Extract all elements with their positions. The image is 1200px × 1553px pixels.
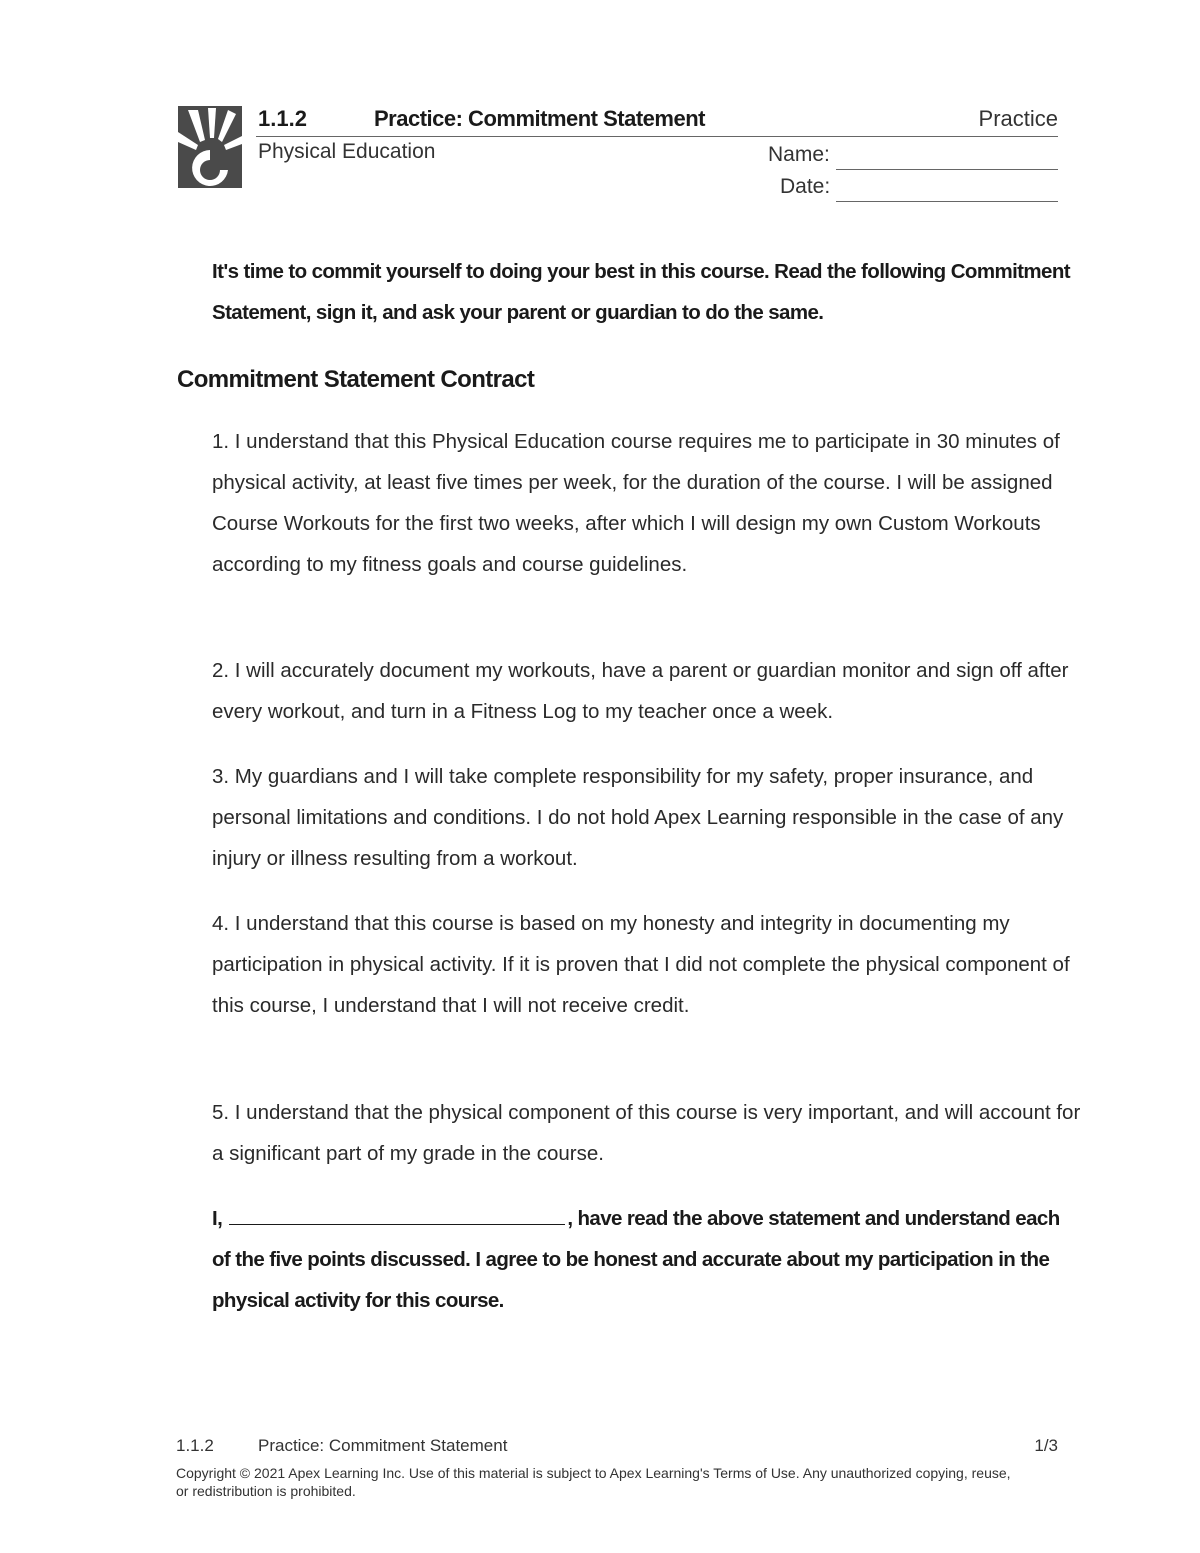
lesson-number: 1.1.2: [258, 106, 307, 131]
apex-learning-logo-icon: [178, 106, 242, 188]
header-rule: [256, 136, 1058, 137]
page-number: 1/3: [1034, 1436, 1058, 1455]
name-label: Name:: [768, 143, 830, 166]
footer-lesson-title: Practice: Commitment Statement: [258, 1436, 508, 1455]
date-label: Date:: [780, 175, 831, 198]
lesson-title: Practice: Commitment Statement: [374, 106, 705, 131]
signature-blank[interactable]: [229, 1202, 565, 1225]
signature-suffix: , have read the above statement and understand each of the five points discussed. I agree to be honest and accurate about my participation in the physical activity for this course.: [212, 1207, 1060, 1312]
contract-item-5: 5. I understand that the physical component of this course is very important, and will account for a significant part of my grade in the course.: [212, 1101, 1081, 1165]
subject-name: Physical Education: [258, 140, 436, 163]
contract-item-2: 2. I will accurately document my workouts, have a parent or guardian monitor and sign off after every workout, and turn in a Fitness Log to my teacher once a week.: [212, 659, 1069, 723]
date-field[interactable]: [836, 201, 1058, 202]
name-field[interactable]: [836, 169, 1058, 170]
footer-lesson-number: 1.1.2: [176, 1436, 214, 1455]
section-heading: Commitment Statement Contract: [177, 366, 535, 393]
signature-prefix: I,: [212, 1207, 223, 1230]
copyright-notice: Copyright © 2021 Apex Learning Inc. Use of this material is subject to Apex Learning's Terms of Use. Any unauthorized copying, reuse, or redistribution is prohibited.: [176, 1465, 1011, 1499]
activity-type: Practice: [978, 106, 1058, 131]
contract-item-4: 4. I understand that this course is based on my honesty and integrity in documenting my participation in physical activity. If it is proven that I did not complete the physical component of this course, I understand that I will not receive credit.: [212, 912, 1070, 1017]
contract-item-3: 3. My guardians and I will take complete responsibility for my safety, proper insurance, and personal limitations and conditions. I do not hold Apex Learning responsible in the case of any injury or illness resulting from a workout.: [212, 765, 1064, 870]
intro-instructions: It's time to commit yourself to doing your best in this course. Read the following Commitment Statement, sign it, and ask your parent or guardian to do the same.: [212, 260, 1070, 324]
signature-statement: [212, 1198, 1082, 1321]
contract-item-1: 1. I understand that this Physical Education course requires me to participate in 30 minutes of physical activity, at least five times per week, for the duration of the course. I will be assigned Course Workouts for the first two weeks, after which I will design my own Custom Workouts according to my fitness goals and course guidelines.: [212, 430, 1060, 576]
